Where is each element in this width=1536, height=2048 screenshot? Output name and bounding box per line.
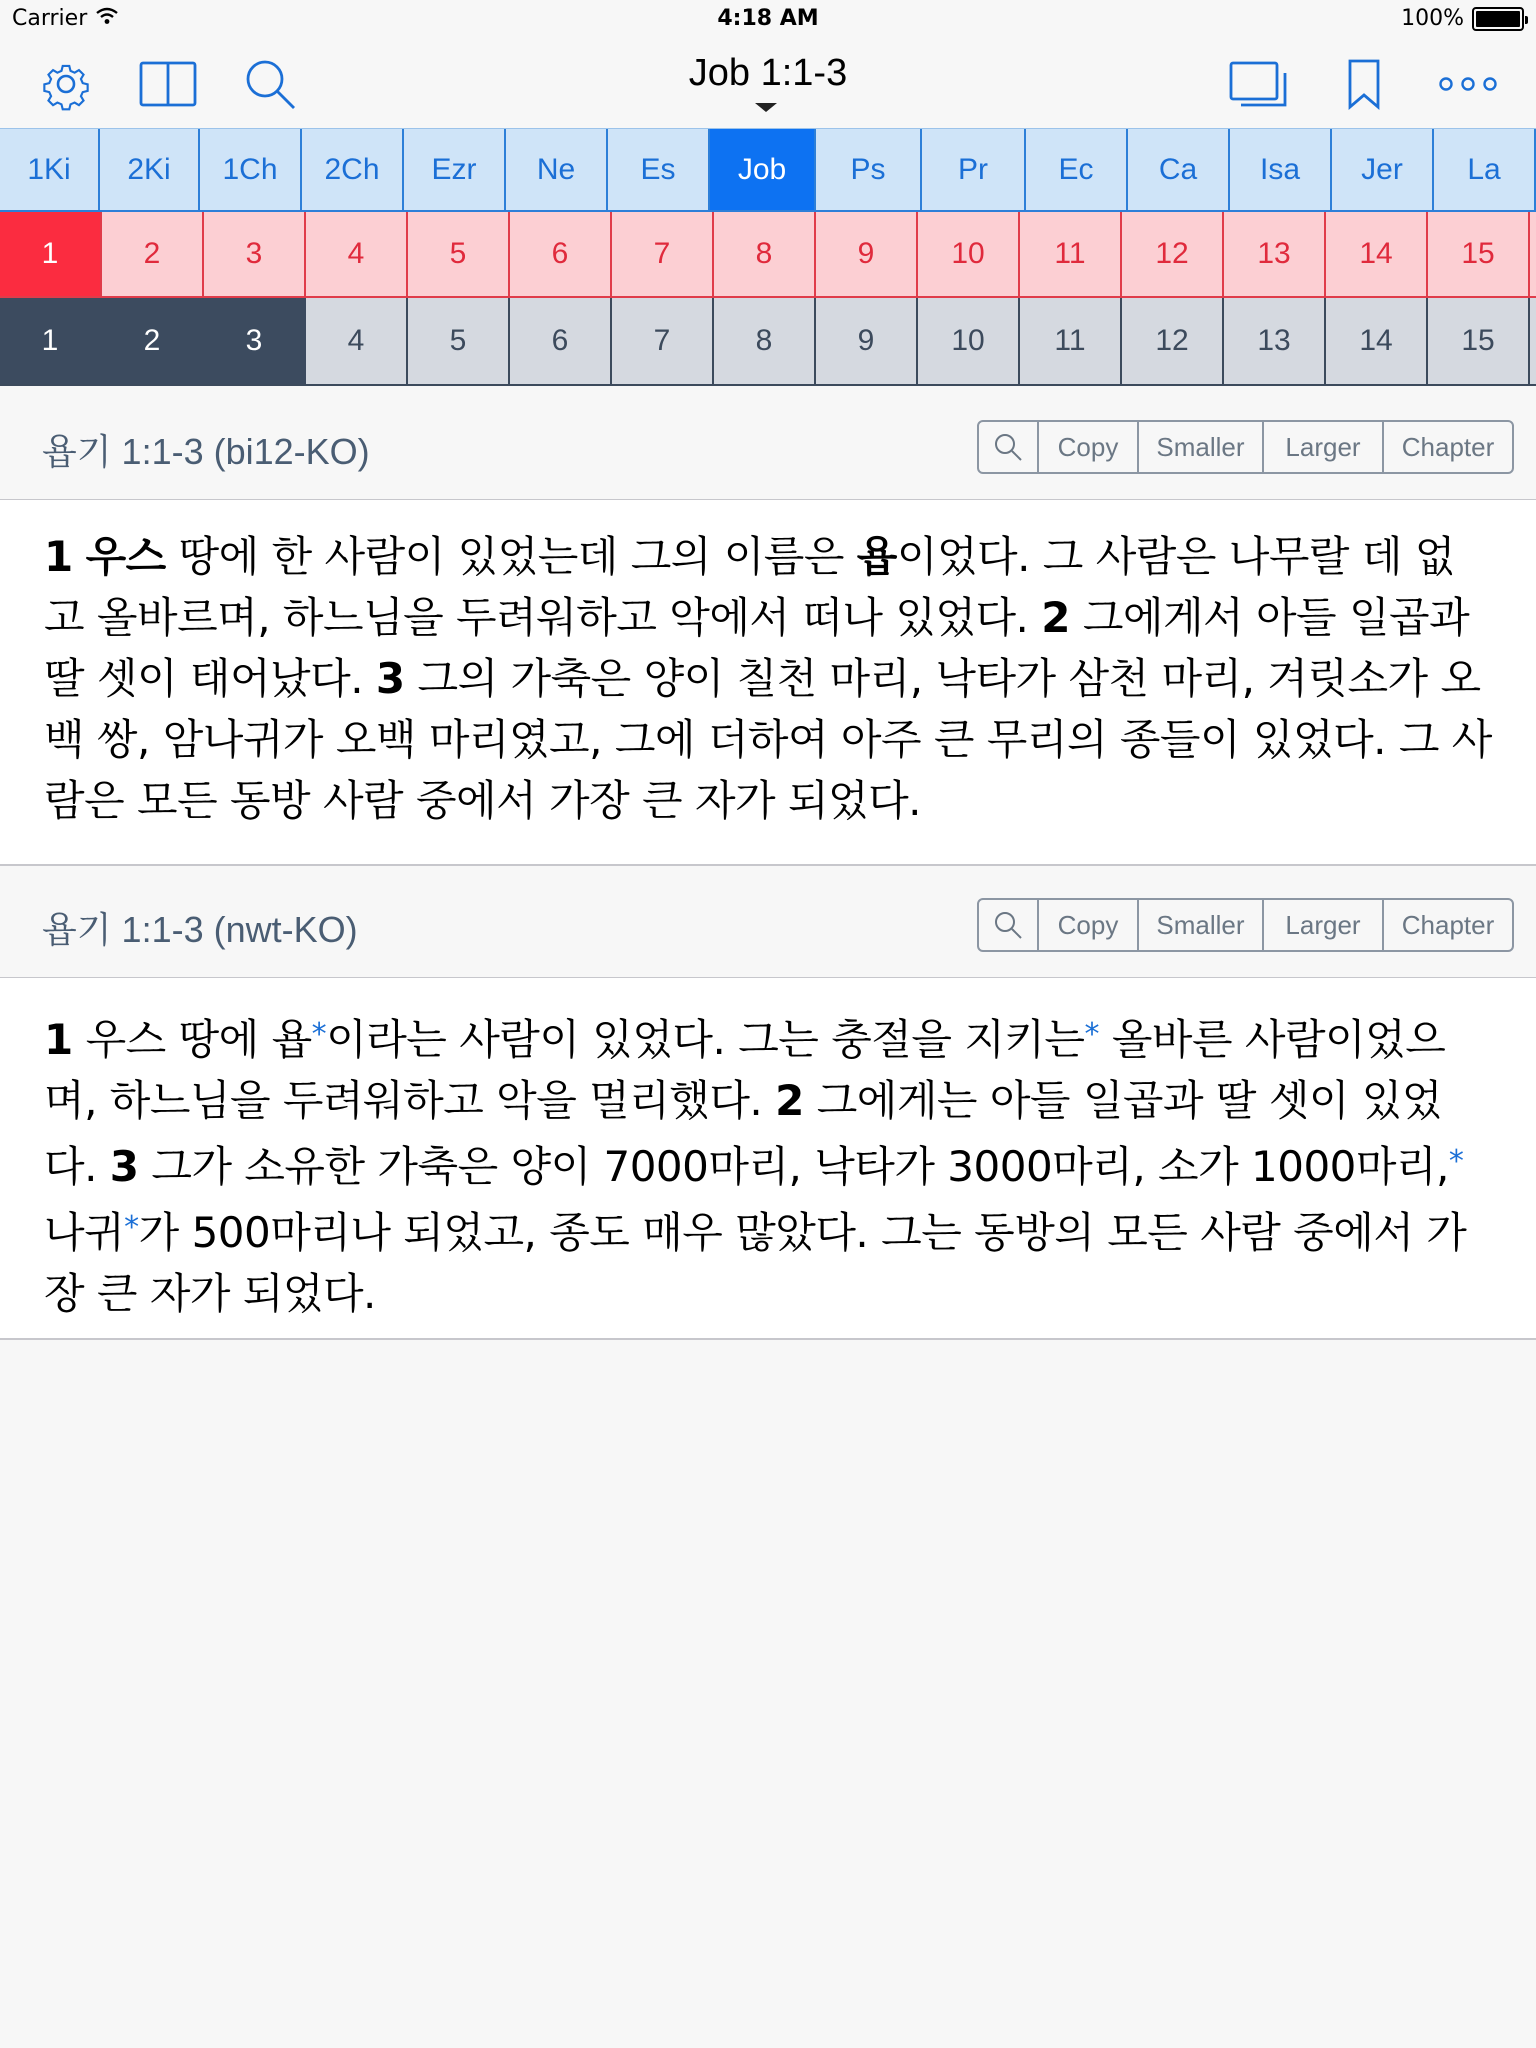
battery-icon [1472,7,1524,31]
text-segment: 우스 [85,532,166,581]
text-segment: 그에게는 아들 일곱과 딸 셋이 있었다. [44,1076,1442,1191]
search-icon [993,432,1023,462]
verse-number[interactable]: 2 [1041,593,1070,642]
text-segment: 가 500마리나 되었고, 종도 매우 많았다. 그는 동방의 모든 사람 중에서 가장 큰 자가 되었다. [44,1208,1467,1318]
nav-bar [0,40,1536,128]
book-tab[interactable]: La [1434,129,1536,211]
bookmark-icon[interactable] [1334,54,1394,114]
text-segment: 이라는 사람이 있었다. 그는 충절을 지키는 [326,1015,1085,1064]
chapter-cell[interactable]: 11 [1020,212,1122,296]
verse-cell[interactable]: 11 [1020,298,1122,384]
chapter-cell[interactable]: 12 [1122,212,1224,296]
search-icon [993,910,1023,940]
chapter-cell[interactable]: 8 [714,212,816,296]
book-tab[interactable]: Ezr [404,129,506,211]
verse-cell[interactable]: 8 [714,298,816,384]
translation-title: 욥기 1:1-3 (nwt-KO) [42,909,358,950]
status-bar [0,0,1536,40]
book-tab[interactable]: Job [710,129,816,211]
book-tab[interactable]: 1Ch [200,129,302,211]
book-tab[interactable]: Ca [1128,129,1230,211]
book-tab[interactable]: Pr [922,129,1026,211]
passage-text [44,526,1492,831]
chapter-cell[interactable]: 13 [1224,212,1326,296]
verse-number[interactable]: 3 [109,1142,139,1191]
text-segment: 땅에 한 사람이 있었는데 그의 이름은 [165,532,857,581]
verse-cell[interactable]: 4 [306,298,408,384]
book-tab[interactable]: Ec [1026,129,1128,211]
translation-text-1 [0,500,1536,866]
verse-number[interactable]: 1 [44,1015,73,1064]
chapter-cell[interactable]: 15 [1428,212,1530,296]
smaller-button[interactable]: Smaller [1139,422,1264,472]
panel-toolbar [977,420,1514,474]
chapter-button[interactable]: Chapter [1401,909,1495,940]
book-tab[interactable]: Isa [1230,129,1332,211]
book-tab[interactable]: Jer [1332,129,1434,211]
verse-cell[interactable]: 6 [510,298,612,384]
verse-cell[interactable]: 10 [918,298,1020,384]
larger-button[interactable]: Larger [1264,900,1384,950]
chapter-cell[interactable]: 2 [102,212,204,296]
verse-number[interactable]: 1 [44,532,73,581]
text-segment: 욥 [856,532,897,581]
chapter-button[interactable]: Chapter [1401,431,1495,462]
text-segment: 그의 가축은 양이 칠천 마리, 낙타가 삼천 마리, 겨릿소가 오백 쌍, 암나귀가 오백 마리였고, 그에 더하여 아주 큰 무리의 종들이 있었다. 그 사람은 모든 동방 사람 중에서 가장 큰 자가 되었다. [44,654,1492,825]
text-segment: 나귀 [44,1208,125,1257]
more-icon[interactable] [1438,54,1498,114]
smaller-button[interactable]: Smaller [1139,900,1264,950]
verse-cell[interactable]: 2 [102,298,204,384]
verse-cell[interactable]: 1 [0,298,102,384]
text-segment: 그가 소유한 가축은 양이 7000마리, 낙타가 3000마리, 소가 1000마리, [138,1142,1449,1191]
text-segment: 우스 땅에 욥 [72,1015,312,1064]
battery-label: 100% [1401,6,1464,31]
panel-search-button[interactable] [979,900,1039,950]
chapter-cell[interactable]: 14 [1326,212,1428,296]
chapter-cell[interactable]: 5 [408,212,510,296]
chapter-cell[interactable]: 9 [816,212,918,296]
chapter-cell[interactable]: 10 [918,212,1020,296]
chapter-cell[interactable]: 4 [306,212,408,296]
translation-text-2 [0,978,1536,1340]
verse-selector [0,298,1536,386]
panel-toolbar [977,898,1514,952]
chevron-down-icon[interactable] [755,103,777,112]
larger-button[interactable]: Larger [1264,422,1384,472]
verse-cell[interactable]: 14 [1326,298,1428,384]
verse-cell[interactable]: 13 [1224,298,1326,384]
translation-header-1 [0,388,1536,500]
footnote-marker[interactable]: * [1084,1017,1099,1052]
status-time: 4:18 AM [717,6,819,31]
verse-cell[interactable]: 15 [1428,298,1530,384]
chapter-cell[interactable]: 3 [204,212,306,296]
book-tab[interactable]: 2Ch [302,129,404,211]
verse-cell[interactable]: 3 [204,298,306,384]
translation-header-2 [0,866,1536,978]
verse-cell[interactable]: 9 [816,298,918,384]
copy-button[interactable]: Copy [1039,900,1139,950]
book-tab[interactable]: 1Ki [0,129,100,211]
book-tab[interactable]: Ps [816,129,922,211]
text-segment: 올바른 사람이었으며, 하느님을 두려워하고 악을 멀리했다. [44,1015,1446,1125]
footnote-marker[interactable]: * [124,1210,139,1245]
translation-title: 욥기 1:1-3 (bi12-KO) [42,431,370,472]
chapter-cell[interactable]: 1 [0,212,102,296]
book-tab[interactable]: 2Ki [100,129,200,211]
text-segment: 이었다. 그 사람은 나무랄 데 없고 올바르며, 하느님을 두려워하고 악에서 떠나 있었다. [44,532,1455,642]
copy-button[interactable]: Copy [1039,422,1139,472]
carrier-label: Carrier [12,6,88,31]
text-segment: 그에게서 아들 일곱과 딸 셋이 태어났다. [44,593,1470,703]
footnote-marker[interactable]: * [1448,1144,1464,1179]
chapter-cell[interactable]: 7 [612,212,714,296]
windows-icon[interactable] [1228,54,1288,114]
book-tab[interactable]: Es [608,129,710,211]
battery-group [1401,6,1524,31]
footnote-marker[interactable]: * [311,1017,327,1052]
book-selector [0,128,1536,212]
chapter-selector [0,212,1536,298]
chapter-cell[interactable]: 6 [510,212,612,296]
verse-cell[interactable]: 12 [1122,298,1224,384]
verse-cell[interactable]: 5 [408,298,510,384]
verse-number[interactable]: 3 [375,654,405,703]
verse-number[interactable]: 2 [775,1076,804,1125]
passage-text [44,1004,1492,1324]
page-title[interactable]: Job 1:1-3 [688,52,848,94]
verse-cell[interactable]: 7 [612,298,714,384]
panel-search-button[interactable] [979,422,1039,472]
book-tab[interactable]: Ne [506,129,608,211]
